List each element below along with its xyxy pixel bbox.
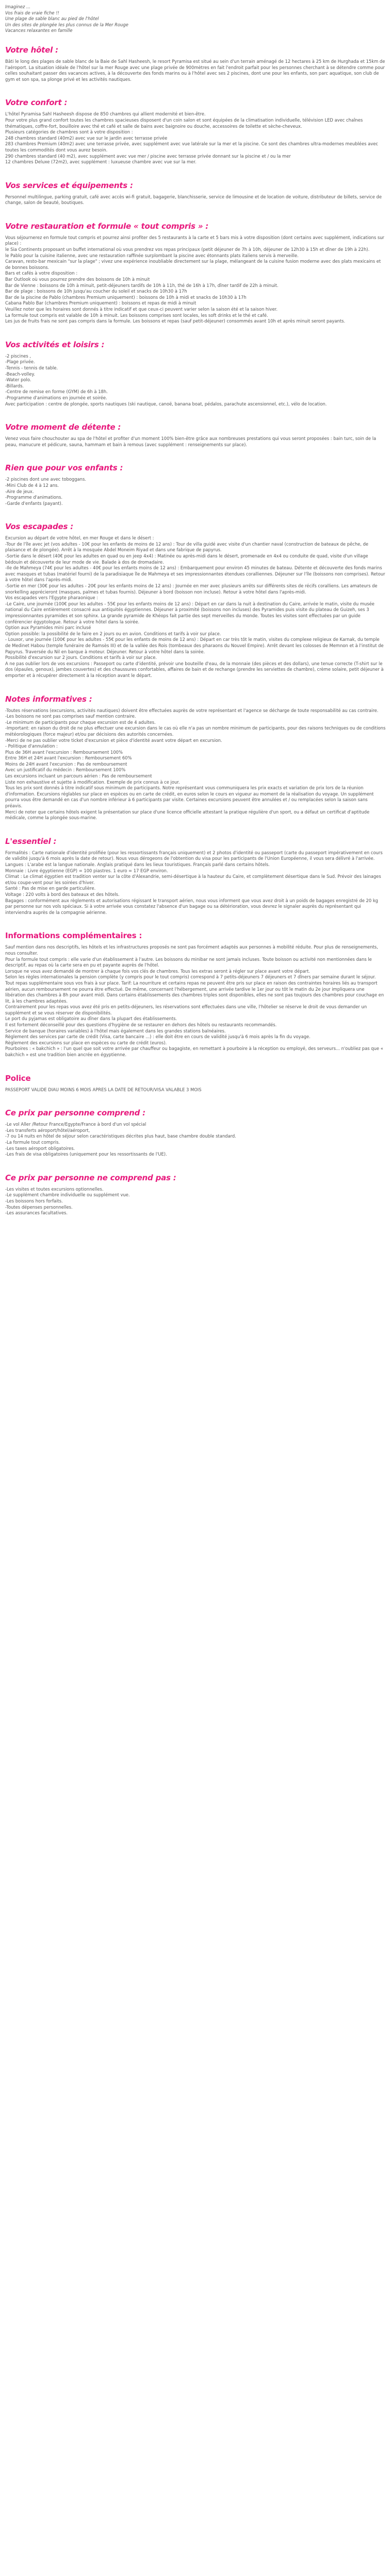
section-paragraph: -Les frais de visa obligatoires (uniquement pour les ressortissants de l'UE). (5, 1151, 167, 1157)
section-paragraph: Le port du pyjamas est obligatoire au dîner dans la plupart des établissements. (5, 1016, 177, 1022)
section-paragraph: Vous séjournerez en formule tout compris et pourrez ainsi profiter des 5 restaurants à la carte et 5 bars mis à votre disposition (dont certains avec supplément, indications sur place) : (5, 234, 384, 246)
section-paragraph: Il est fortement déconseillé pour des questions d'hygiène de se restaurer en dehors des hôtels ou restaurants recommandés. (5, 1022, 277, 1028)
section-paragraph: -Garde d'enfants (payant). (5, 500, 63, 506)
section-paragraph: -Beach-volley. (5, 371, 35, 377)
section-paragraph: -Le vol Aller /Retour France/Egypte/France à bord d'un vol spécial (5, 1122, 146, 1127)
section-paragraph: -Centre de remise en forme (GYM) de 6h à 18h. (5, 389, 108, 395)
section-paragraph: -Important: en raison du droit de ne plus effectuer une excursion dans le cas où elle n'a pas un nombre minimum de participants, pour des raisons techniques ou de conditions météorologiques (force majeur) et/ou par décisions des autorités concernées. (5, 725, 386, 737)
section-confort (5, 98, 386, 165)
section-restauration (5, 222, 386, 325)
section-paragraph: Plus de 36H avant l'excursion : Remboursement 100% (5, 749, 123, 755)
section-paragraph: -Le Caire, une journée (100€ pour les adultes - 55€ pour les enfants moins de 12 ans) : Départ en car dans la nuit à destination du Caire, arrivée le matin, visite du musée national du Caire entièrement consacré aux antiquités égyptiennes. Déjeuner à proximité (boissons non incluses) des Pyramides puis visite du plateau de Guizeh, ses 3 impressionnantes pyramides et son sphinx. La grande pyramide de Khéops fait partie des sept merveilles du monde. Toutes les visites sont effectuées par un guide conférencier égyptologue. Retour à votre hôtel dans la soirée. (5, 601, 374, 624)
section-services (5, 181, 386, 206)
section-paragraph: -Programme d'animations. (5, 495, 63, 500)
page (0, 0, 391, 1227)
section-paragraph: le Pablo pour la cuisine italienne, avec une restauration raffinée surplombant la piscine avec étonnants plats italiens servis à merveille. (5, 252, 299, 258)
section-paragraph: Bâti le long des plages de sable blanc de la Baie de Sahl Hasheesh, le resort Pyramisa est situé au sein d'un terrain aménagé de 12 hectares à 25 km de Hurghada et 15km de l'aéroport. La situation idéale de l'hôtel sur la mer Rouge avec une plage privée de 900mètres en fait l'endroit parfait pour les personnes cherchant à se détendre comme pour celles souhaitant passer des vacances actives, à la découverte des fonds marins ou à l'hôtel avec ses 2 piscines, dont une pour les enfants, son parc aquatique, son club de gym et son spa, sa plonge privé et les activités nautiques. (5, 58, 385, 82)
section-paragraph: PASSEPORT VALIDE DIAU MOINS 6 MOIS APRES LA DATE DE RETOUR/VISA VALABLE 3 MOIS (5, 1087, 202, 1092)
section-title-prixcomprend: Ce prix par personne comprend : (5, 1108, 145, 1118)
section-paragraph: le Sia Continents proposant un buffet international où vous prendrez vos repas principaux (petit déjeuner de 7h à 10h, déjeuner de 12h30 à 15h et dîner de 19h à 22h). (5, 247, 370, 252)
section-detente (5, 422, 386, 448)
section-paragraph: Selon les règles internationales la pension complète (y compris pour le tout compris) correspond à 7 petits-déjeuners 7 déjeuners et 7 dîners par semaine durant le séjour. Tout repas supplémentaire sous vos frais à sur place. Tarif: La nourriture et certains repas ne peuvent être pris sur place en raison des contraintes horaires liés au transport aérien, aucun remboursement ne pourra être effectué. De même, concernant l'hébergement, une arrivée tardive le 1er jour ou tôt le matin du 2e jour impliquera une libération des chambres à 8h pour avant midi. Dans certains établissements des chambres triples sont disponibles, elles ne sont pas toujours des chambres pour couchage en lit, à les chambres adaptées. (5, 974, 384, 1004)
section-paragraph: Merci de noter que certains hôtels exigent la présentation sur place d'une licence officielle attestant la pratique régulière d'un sport, ou a défaut un certificat d'aptitude médicale, comme la plongée sous-marine. (5, 809, 370, 821)
section-paragraph: Pour votre plus grand confort toutes les chambres spacieuses disposent d'un coin salon et sont équipées de la climatisation individuelle, télévision LED avec chaînes thématiques, coffre-fort, bouilloire avec thé et café et salle de bains avec baignoire ou douche, accessoires de toilette et sèche-cheveux. (5, 117, 363, 129)
section-paragraph: Langues : L'arabe est la langue nationale. Anglais pratiqué dans les lieux touristiques. Français parlé dans certains hôtels. (5, 862, 270, 867)
section-title-complementaires: Informations complémentaires : (5, 931, 142, 941)
section-paragraph: 12 chambres Deluxe (72m2), avec supplément : luxueuse chambre avec vue sur la mer. (5, 159, 197, 165)
section-title-confort: Votre confort : (5, 98, 68, 108)
section-paragraph: -Les transferts aéroport/hôtel/aéroport, (5, 1127, 90, 1133)
section-paragraph: Monnaie : Livre égyptienne (EGP) = 100 piastres. 1 euro = 17 EGP environ. (5, 868, 168, 873)
section-hotel (5, 45, 386, 82)
section-essentiel (5, 837, 386, 916)
section-paragraph: Personnel multilingue, parking gratuit, café avec accès wi-fi gratuit, bagagerie, blanchisserie, service de limousine et de location de voiture, distributeur de billets, service de change, salon de beauté, boutiques. (5, 194, 382, 206)
intro-line: Un des sites de plongée les plus connus de la Mer Rouge (5, 22, 128, 27)
section-paragraph: Règlement des services par carte de crédit (Visa, carte bancaire ...) : elle doit être en cours de validité jusqu'à 6 mois après la fin du voyage. (5, 1034, 311, 1040)
section-paragraph: Avec participation : centre de plongée, sports nautiques (ski nautique, canoë, banana boat, pédalos, parachute ascensionnel, etc.), vélo de location. (5, 401, 327, 406)
section-title-informatives: Notes informatives : (5, 694, 92, 704)
section-paragraph: -Le minimum de participants pour chaque excursion est de 4 adultes. (5, 719, 156, 725)
section-paragraph: -7 ou 14 nuits en hôtel de séjour selon caractéristiques décrites plus haut, base chambre double standard. (5, 1133, 236, 1139)
section-title-essentiel: L'essentiel : (5, 836, 57, 846)
intro-block (5, 4, 386, 34)
section-paragraph: -Les taxes aéroport obligatoires. (5, 1145, 75, 1151)
section-paragraph: Santé : Pas de mise en garde particulière. (5, 886, 96, 891)
section-paragraph: -Toutes dépenses personnelles. (5, 1204, 73, 1210)
section-title-hotel: Votre hôtel : (5, 45, 58, 55)
section-paragraph: Lorsque ne vous avez demandé de montrer à chaque fois vos clés de chambres. Tous les extras seront à régler sur place avant votre départ. (5, 968, 311, 974)
section-paragraph: -Les assurances facultatives. (5, 1210, 68, 1216)
section-paragraph: Vos escapades vers l'Egypte pharaonique : (5, 595, 98, 601)
section-police (5, 1074, 386, 1093)
sections-container (5, 45, 386, 1216)
section-paragraph: Service de banque (horaires variables) à l'hôtel mais également dans les grandes stations balnéaires. (5, 1028, 226, 1033)
section-paragraph: Bar de plage : boissons de 10h jusqu'au coucher du soleil et snacks de 10h30 à 17h (5, 289, 187, 294)
section-paragraph: -Billards. (5, 383, 24, 388)
section-paragraph: -Les boissons ne sont pas comprises sauf mention contraire. (5, 714, 136, 719)
section-title-prixnecomprend: Ce prix par personne ne comprend pas : (5, 1173, 176, 1182)
section-paragraph: -Water polo. (5, 377, 31, 383)
section-paragraph: Sauf mention dans nos descriptifs, les hôtels et les infrastructures proposés ne sont pas forcément adaptés aux personnes à mobilité réduite. Pour plus de renseignements, nous consulter. (5, 944, 378, 956)
section-paragraph: -Sortie en mer (30€ pour les adultes - 20€ pour les enfants moins de 12 ans) : Journée en mer avec plusieurs arrêts sur différents sites de récifs coralliens. Les amateurs de snorkelling apprécieront (masques, palmes et tubas fournis). Déjeuner à bord (boisson non incluse). Retour à votre hôtel dans l'après-midi. (5, 583, 378, 595)
section-paragraph: -Ile de Mahmeya (74€ pour les adultes - 40€ pour les enfants moins de 12 ans) : Embarquement pour environ 45 minutes de bateau. Détente et découverte des fonds marins avec masques et tubas (matériel fourni) de la paradisiaque île de Mahmeya et ses impressionnantes étendues coralliennes. Déjeuner sur l'île (boissons non comprises). Retour à votre hôtel dans l'après-midi. (5, 565, 385, 583)
section-prixcomprend (5, 1108, 386, 1158)
section-paragraph: Les jus de fruits frais ne sont pas compris dans la formule. Les boissons et repas (sauf petit-déjeuner) consommés avant 10h et après minuit seront payants. (5, 318, 346, 324)
section-title-police: Police (5, 1073, 31, 1083)
section-paragraph: Veuillez noter que les horaires sont donnés à titre indicatif et que ceux-ci peuvent varier selon la saison été et la saison hiver. (5, 307, 278, 312)
section-paragraph: -Toutes réservations (excursions, activités nautiques) doivent être effectuées auprès de votre représentant et l'agence se décharge de toute responsabilité au cas contraire. (5, 707, 379, 713)
section-paragraph: -Sortie dans le désert (40€ pour les adultes en quad ou en jeep 4x4) : Matinée ou après-midi dans le désert, promenade en 4x4 ou conduite de quad, visite d'un village bédouin et découverte de leur mode de vie. Balade à dos de dromadaire. (5, 553, 368, 565)
section-escapades (5, 522, 386, 679)
section-paragraph: -Plage privée. (5, 359, 35, 365)
section-loisirs (5, 340, 386, 407)
section-paragraph: -Merci de ne pas oublier votre ticket d'excursion et pièce d'identité avant votre départ en excursion. (5, 737, 222, 743)
section-title-enfants: Rien que pour vos enfants : (5, 463, 123, 473)
section-paragraph: -Les boissons hors forfaits. (5, 1198, 63, 1204)
section-title-escapades: Vos escapades : (5, 522, 74, 532)
section-paragraph: Bars et cafés à votre disposition : (5, 270, 78, 276)
intro-line: Vacances relaxantes en famille (5, 28, 73, 33)
section-paragraph: - Politique d'annulation : (5, 743, 58, 749)
section-paragraph: Bar de la piscine de Pablo (chambres Premium uniquement) : boissons de 10h à midi et snacks de 10h30 à 17h (5, 294, 247, 300)
section-paragraph: Bagages : conformément aux règlements et autorisations régissant le transport aérien, nous vous informent que vous avez droit à un poids de bagages enregistré de 20 kg par personne sur nos vols spéciaux. Si à votre arrivée vous constatez l'absence d'un bagage ou sa détérioration, vous devrez le signaler auprès du représentant qui interviendra auprès de la compagnie aérienne. (5, 897, 378, 915)
section-paragraph: Bar Outlook où vous pourrez prendre des boissons de 10h à minuit (5, 277, 150, 282)
section-title-restauration: Votre restauration et formule « tout compris » : (5, 221, 209, 231)
section-paragraph: Caravan, resto-bar mexicain "sur la plage" ; vivez une expérience inoubliable directement sur la plage, mélangeant de la cuisine fusion moderne avec des plats mexicains et de bonnes boissons. (5, 259, 381, 270)
section-paragraph: -Tennis - tennis de table. (5, 365, 58, 370)
intro-line: Une plage de sable blanc au pied de l'hôtel (5, 16, 99, 22)
section-paragraph: Règlement des excursions sur place en espèces ou carte de crédit (euros). (5, 1040, 167, 1045)
section-paragraph: Pour la formule tout compris : elle varie d'un établissement à l'autre. Les boissons du minibar ne sont jamais incluses. Toute boisson ou activité non mentionnées dans le descriptif, au repas où la carte sera en pu et payante auprès de l'hôtel. (5, 956, 372, 968)
section-paragraph: -Les visites et toutes excursions optionnelles. (5, 1186, 104, 1192)
section-title-loisirs: Vos activités et loisirs : (5, 340, 105, 349)
section-paragraph: Climat : Le climat égyptien est tradition venter sur la côte d'Alexandrie, semi-désertique à la hauteur du Caire, et complètement désertique dans le Sud. Prévoir des lainages et/ou coupe-vent pour les soirées d'hiver. (5, 874, 381, 885)
section-paragraph: Bar de Vienne : boissons de 10h à minuit, petit-déjeuners tardifs de 10h à 11h, thé de 16h à 17h, dîner tardif de 22h à minuit. (5, 282, 279, 288)
section-enfants (5, 463, 386, 506)
section-informatives (5, 694, 386, 821)
section-paragraph: Voltage : 220 volts à bord des bateaux et des hôtels. (5, 891, 120, 897)
section-paragraph: L'hôtel Pyramisa Sahl Hasheesh dispose de 850 chambres qui allient modernité et bien-être. (5, 111, 206, 117)
section-paragraph: -Tour de l'île avec jet (vos adultes - 10€ pour les enfants de moins de 12 ans) : Tour de villa guidé avec visite d'un chantier naval (construction de bateaux de pêche, de plaisance et de plongée). Arrêt à la mosquée Abdel Moneim Riyad et dans une fabrique de papyrus. (5, 541, 369, 553)
section-paragraph: Moins de 24H avant l'excursion : Pas de remboursement (5, 761, 127, 767)
section-paragraph: Contrairement pour les repas vous avez été pris en petits-déjeuners, les réservations sont effectuées dans une ville, l'hôtelier se réserve le droit de vous demander un supplément et se vous réserver de disponibilités. (5, 1004, 367, 1015)
section-complementaires (5, 931, 386, 1058)
section-paragraph: Entre 36H et 24H avant l'excursion : Remboursement 60% (5, 755, 132, 761)
section-paragraph: 283 chambres Premium (40m2) avec une terrasse privée, avec supplément avec vue latérale sur la mer et la piscine. Ce sont des chambres ultra-modernes meublées avec toutes les commodités dont vous aurez besoin. (5, 141, 378, 152)
section-paragraph: -Mini Club de 4 à 12 ans. (5, 482, 59, 488)
section-paragraph: Tous les prix sont donnés à titre indicatif sous minimum de participants. Notre représentant vous communiquera les prix exacts et variation de prix lors de la réunion d'information. Excursions réglables sur place en espèces ou en carte de crédit, en euros selon le cours en vigueur au moment de la réalisation du voyage. Un supplément pourra vous être demandé en cas d'un nombre inférieur à 6 participants par visite. Certaines excursions peuvent être annulées et / ou remplacées selon la saison sans préavis. (5, 785, 374, 809)
section-title-services: Vos services et équipements : (5, 180, 133, 190)
section-paragraph: Formalités : Carte nationale d'identité prolifiée (pour les ressortissants français uniquement) et 2 photos d'identité ou passeport (carte du passeport impérativement en cours de validité jusqu'à 6 mois après la date de retour). Nous vous dérogeons de l'obtention du visa pour les participants de l'Union Européenne, il vous sera délivré à l'arrivée. (5, 850, 383, 861)
section-paragraph: - Louxor, une journée (100€ pour les adultes - 55€ pour les enfants de moins de 12 ans) : Départ en car très tôt le matin, visites du complexe religieux de Karnak, du temple de Medinet Habou (temple funéraire de Ramsès III) et de la vallée des Rois (tombeaux des pharaons du Nouvel Empire). Arrêt devant les colosses de Memnon et à l'institut de Papyrus. Traversée du Nil en barque à moteur. Déjeuner. Retour à votre hôtel dans la soirée. (5, 637, 384, 654)
section-paragraph: Option aux Pyramides mini parc inclusé (5, 625, 91, 631)
section-paragraph: -Le supplément chambre individuelle ou supplément vue. (5, 1192, 130, 1198)
section-paragraph: -La formule tout compris. (5, 1140, 60, 1145)
section-paragraph: -Programme d'animations en journée et soirée. (5, 395, 107, 400)
section-paragraph: 248 chambres standard (40m2) avec vue sur le jardin avec terrasse privée (5, 135, 168, 141)
intro-line: Imaginez ... (5, 4, 30, 9)
section-paragraph: Option possible: la possibilité de le faire en 2 jours ou en avion. Conditions et tarifs à voir sur place. (5, 631, 221, 636)
section-paragraph: Venez vous faire chouchouter au spa de l'hôtel et profiter d'un moment 100% bien-être grâce aux nombreuses prestations qui vous seront proposées : bain turc, soin de la peau, manucure et pédicure, sauna, hammam et bain à remous (avec supplément : renseignements sur place). (5, 436, 377, 447)
section-paragraph: Possibilité d'excursion sur 2 jours. Conditions et tarifs à voir sur place. (5, 655, 157, 660)
section-paragraph: 290 chambres standard (40 m2), avec supplément avec vue mer / piscine avec terrasse privée donnant sur la piscine et / ou la mer (5, 153, 291, 159)
section-title-detente: Votre moment de détente : (5, 422, 121, 432)
section-paragraph: -2 piscines , (5, 353, 31, 359)
section-paragraph: Les excursions incluant un parcours aérien : Pas de remboursement (5, 773, 152, 779)
section-paragraph: La formule tout compris est valable de 10h à minuit. Les boissons comprises sont locales, les soft drinks et le thé et café. (5, 312, 268, 318)
section-paragraph: Excursion au départ de votre hôtel, en mer Rouge et dans le désert : (5, 535, 154, 541)
intro-line: Vos frais de vraie fiche !! (5, 10, 59, 15)
section-paragraph: Avec un justificatif du médecin : Remboursement 100% (5, 767, 126, 773)
section-paragraph: Liste non exhaustive et sujette à modification. Exemple de prix connus à ce jour. (5, 779, 180, 785)
section-prixnecomprend (5, 1173, 386, 1216)
section-paragraph: -Aire de jeux. (5, 488, 34, 494)
section-paragraph: A ne pas oublier lors de vos excursions : Passeport ou carte d'identité, prévoir une bouteille d'eau, de la monnaie (des pièces et des dollars), une tenue correcte (T-shirt sur le dos (épaules, genoux), jambes couvertes) et des chaussures confortables, affaires de bain et de rechange (prendre les serviettes de chambre), crème solaire, petit déjeuner à emporter et à récupérer directement à la réception avant le départ. (5, 660, 384, 678)
section-paragraph: Pourboires : « bakchich » : l'un quel que soit votre arrivée par chauffeur ou bagagiste, en remettant à pourboire à la réception ou employé, des serveurs... n'oubliez pas que « bakchich » est une tradition bien ancrée en égyptienne. (5, 1046, 383, 1058)
section-paragraph: Plusieurs catégories de chambres sont à votre disposition : (5, 129, 133, 135)
section-paragraph: Cabana Pablo Bar (chambres Premium uniquement) : boissons et repas de midi à minuit (5, 300, 197, 306)
section-paragraph: -2 piscines dont une avec toboggans. (5, 477, 87, 482)
